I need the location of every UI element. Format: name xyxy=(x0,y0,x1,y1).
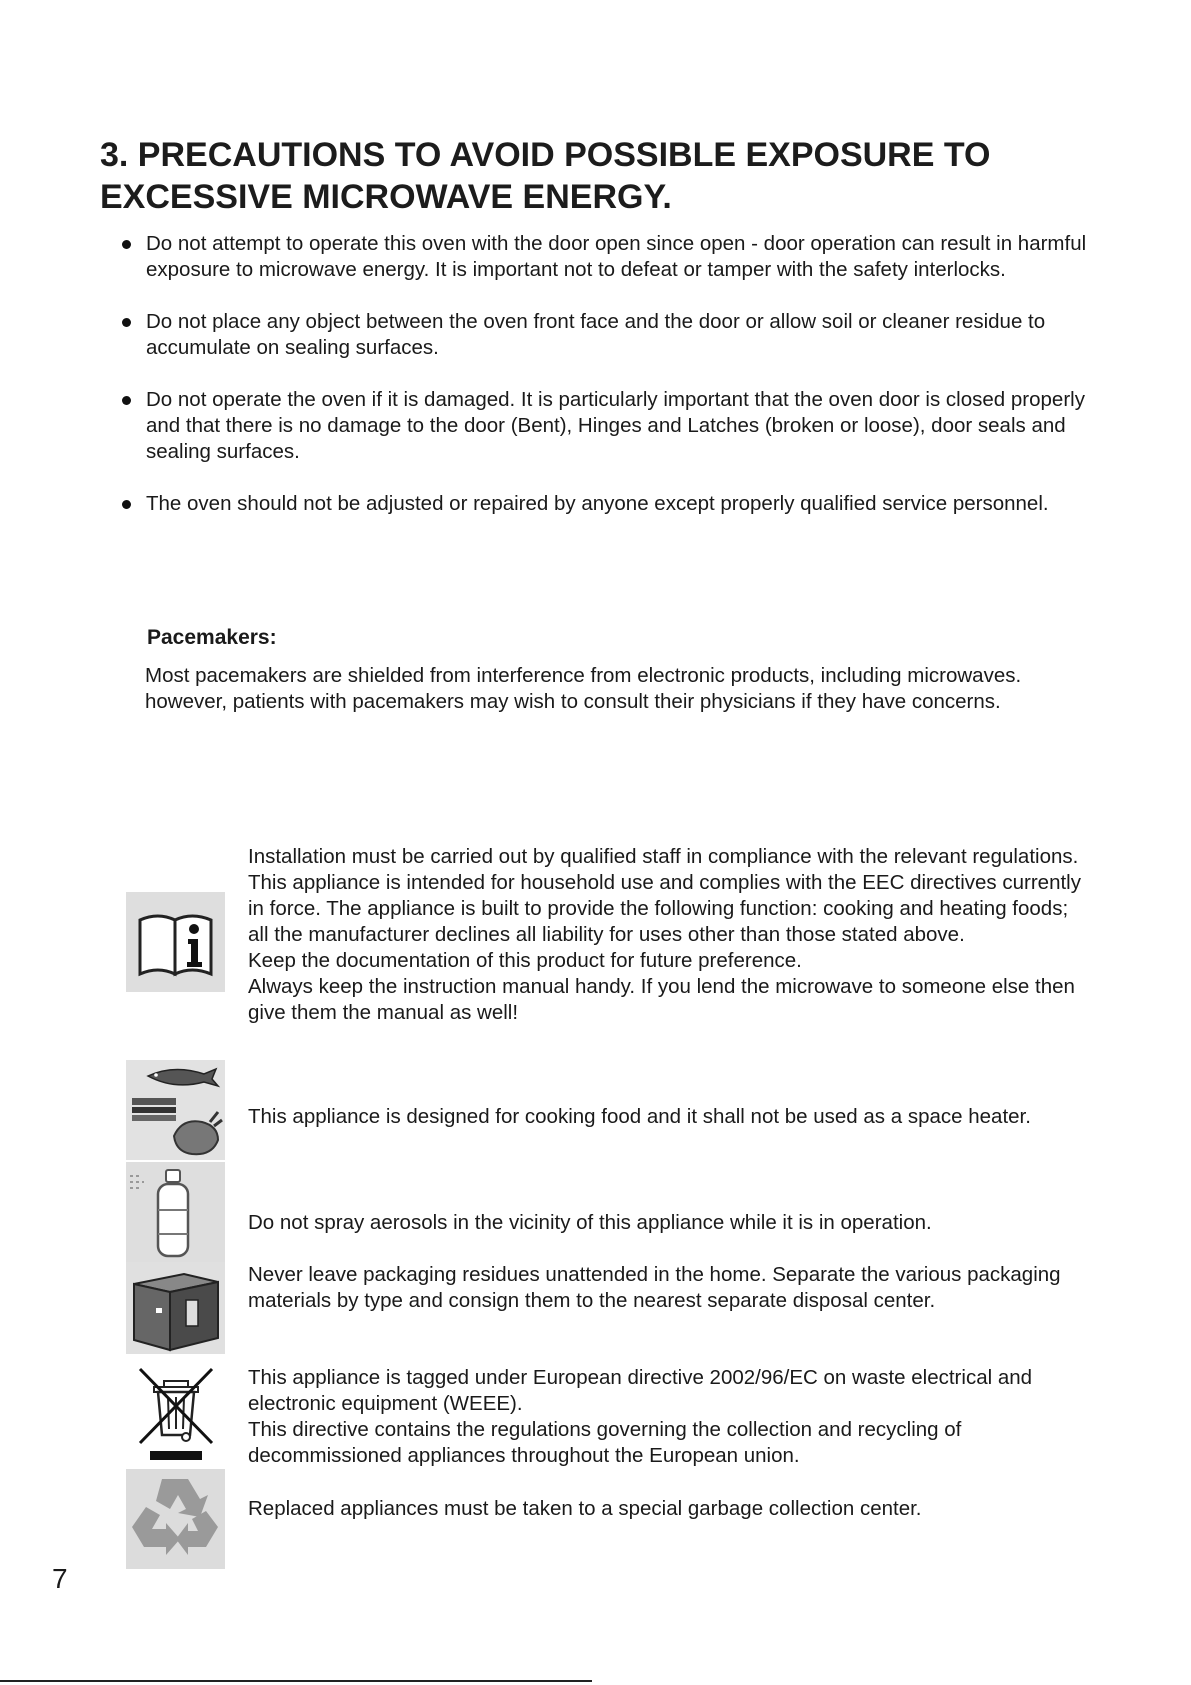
pacemakers-text: Most pacemakers are shielded from interference from electronic products, including microwaves. however, patients with pacemakers may wish to consult their physicians if they have concerns. xyxy=(145,664,1022,713)
bullet-icon xyxy=(122,500,131,509)
precaution-item: Do not place any object between the oven front face and the door or allow soil or cleaner residue to accumulate on sealing surfaces. xyxy=(120,309,1090,361)
packaging-box-icon xyxy=(126,1262,225,1354)
weee-text-1: This appliance is tagged under European directive 2002/96/EC on waste electrical and electronic equipment (WEEE). xyxy=(248,1366,1033,1415)
heading-line-1: 3. PRECAUTIONS TO AVOID POSSIBLE EXPOSURE TO xyxy=(100,136,991,174)
manual-text: Always keep the instruction manual handy. If you lend the microwave to someone else then give them the manual as well! xyxy=(248,975,1075,1024)
weee-text-2: This directive contains the regulations governing the collection and recycling of decommissioned appliances throughout the European union. xyxy=(248,1418,962,1467)
bullet-icon xyxy=(122,318,131,327)
heading-line-2: EXCESSIVE MICROWAVE ENERGY. xyxy=(100,178,672,216)
aerosol-can-icon xyxy=(126,1162,225,1262)
bullet-icon xyxy=(122,240,131,249)
documentation-text: Keep the documentation of this product for future preference. xyxy=(248,949,802,972)
precaution-item: Do not attempt to operate this oven with the door open since open - door operation can result in harmful exposure to microwave energy. It is important not to defeat or tamper with the safety interlocks. xyxy=(120,231,1090,283)
packaging-notice: Never leave packaging residues unattended in the home. Separate the various packaging materials by type and consign them to the nearest separate disposal center. xyxy=(248,1263,1061,1312)
recycle-notice: Replaced appliances must be taken to a special garbage collection center. xyxy=(248,1497,922,1520)
aerosols-notice: Do not spray aerosols in the vicinity of this appliance while it is in operation. xyxy=(248,1211,932,1234)
crossed-out-bin-icon xyxy=(126,1363,225,1463)
bullet-icon xyxy=(122,396,131,405)
page-number: 7 xyxy=(52,1563,68,1594)
pacemakers-title: Pacemakers: xyxy=(147,626,277,649)
section-heading xyxy=(100,134,1100,218)
cooking-notice: This appliance is designed for cooking food and it shall not be used as a space heater. xyxy=(248,1105,1031,1128)
instruction-manual-icon xyxy=(126,892,225,992)
food-icon xyxy=(126,1060,225,1160)
installation-text: Installation must be carried out by qualified staff in compliance with the relevant regulations. This appliance is intended for household use and complies with the EEC directives currently in force. The appliance is built to provide the following function: cooking and heating foods; all the manufacturer declines all liability for uses other than those stated above. xyxy=(248,845,1081,946)
recycle-icon xyxy=(126,1469,225,1569)
precaution-item: Do not operate the oven if it is damaged. It is particularly important that the oven door is closed properly and that there is no damage to the door (Bent), Hinges and Latches (broken or loose), door seals and sealing surfaces. xyxy=(120,387,1090,465)
precaution-item: The oven should not be adjusted or repaired by anyone except properly qualified service personnel. xyxy=(120,491,1090,517)
installation-notice xyxy=(248,844,1088,1026)
bottom-divider xyxy=(0,1680,592,1682)
weee-notice xyxy=(248,1365,1088,1469)
precautions-list xyxy=(120,231,1090,543)
